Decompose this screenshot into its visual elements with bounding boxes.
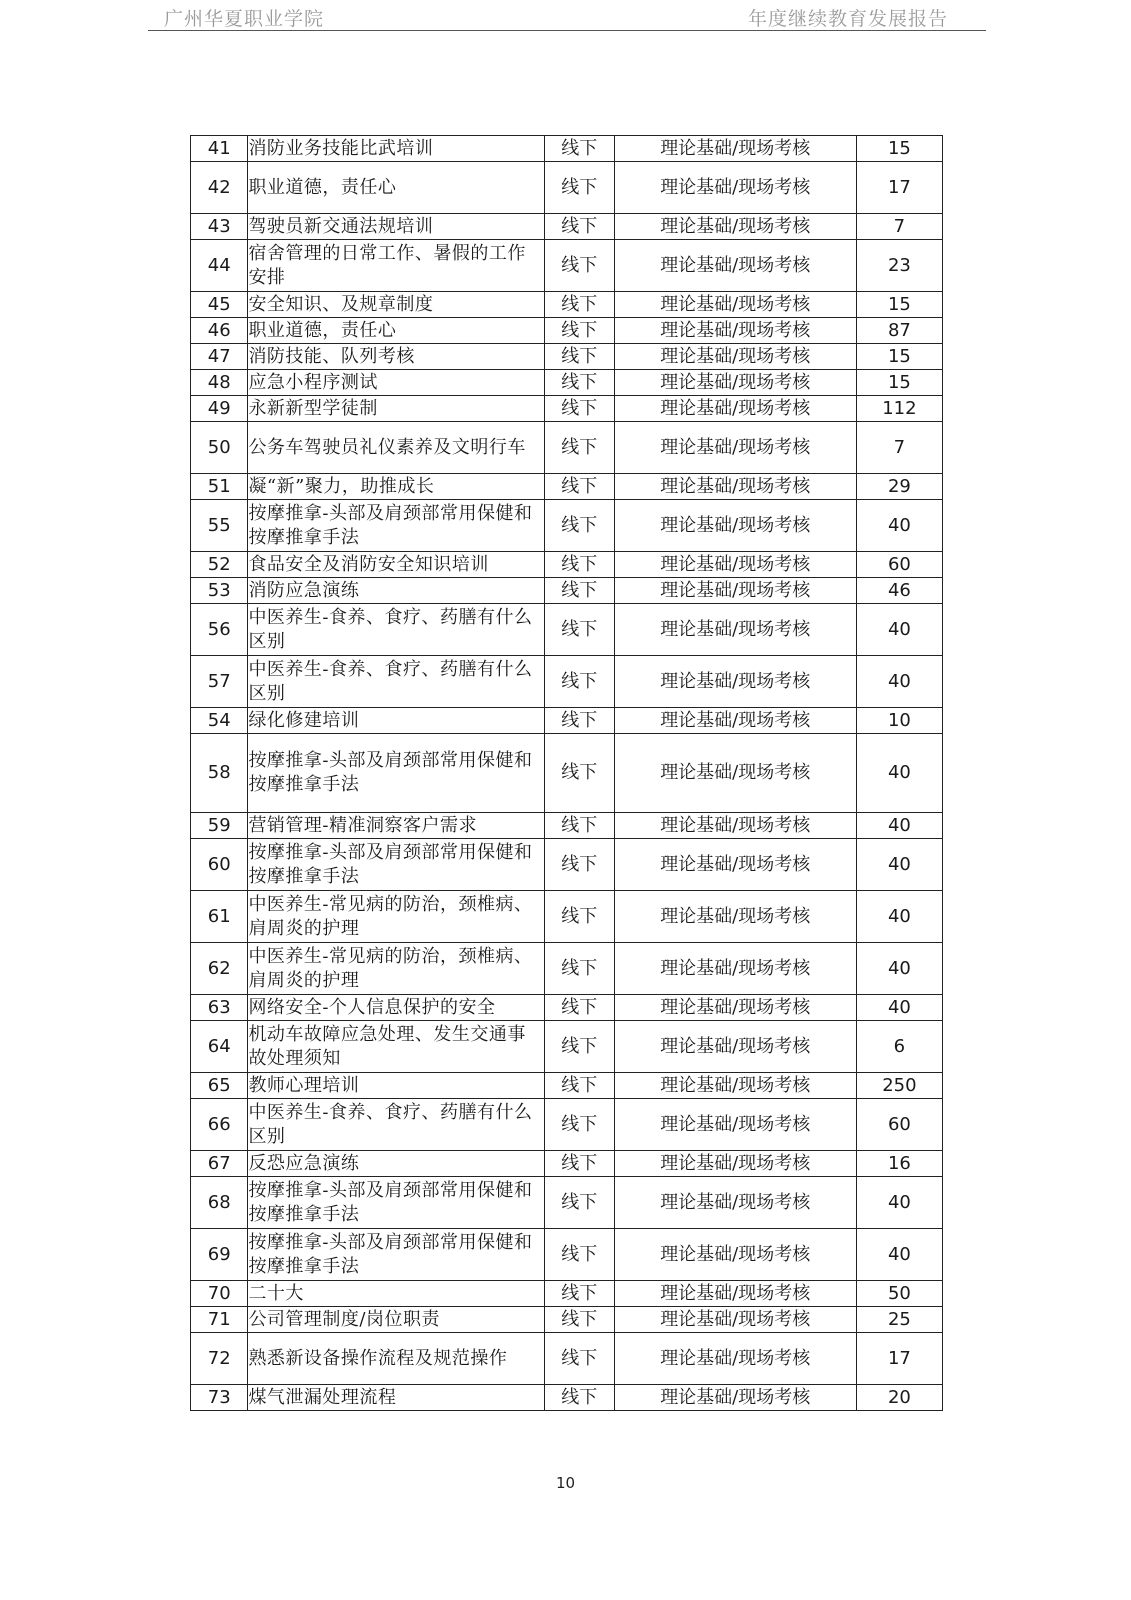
table-row	[191, 1099, 943, 1151]
header-institution: 广州华夏职业学院	[164, 8, 325, 30]
cell-count: 112	[856, 396, 942, 422]
cell-count: 6	[856, 1021, 942, 1073]
cell-count: 15	[856, 370, 942, 396]
cell-mode: 线下	[544, 136, 614, 162]
cell-assessment: 理论基础/现场考核	[614, 1333, 856, 1385]
cell-mode: 线下	[544, 943, 614, 995]
cell-course-name: 中医养生-食养、食疗、药膳有什么区别	[248, 1099, 544, 1151]
cell-number: 45	[191, 292, 248, 318]
cell-course-name: 职业道德，责任心	[248, 162, 544, 214]
cell-course-name: 中医养生-常见病的防治，颈椎病、肩周炎的护理	[248, 943, 544, 995]
cell-mode: 线下	[544, 162, 614, 214]
cell-mode: 线下	[544, 578, 614, 604]
cell-number: 69	[191, 1229, 248, 1281]
cell-mode: 线下	[544, 1333, 614, 1385]
cell-course-name: 教师心理培训	[248, 1073, 544, 1099]
cell-course-name: 消防应急演练	[248, 578, 544, 604]
page-header	[148, 0, 986, 31]
cell-count: 50	[856, 1281, 942, 1307]
cell-number: 48	[191, 370, 248, 396]
cell-mode: 线下	[544, 1385, 614, 1411]
cell-course-name: 绿化修建培训	[248, 708, 544, 734]
cell-course-name: 安全知识、及规章制度	[248, 292, 544, 318]
table-row	[191, 1333, 943, 1385]
table-row	[191, 1229, 943, 1281]
cell-number: 43	[191, 214, 248, 240]
cell-course-name: 网络安全-个人信息保护的安全	[248, 995, 544, 1021]
cell-number: 46	[191, 318, 248, 344]
cell-count: 40	[856, 604, 942, 656]
cell-assessment: 理论基础/现场考核	[614, 1099, 856, 1151]
cell-assessment: 理论基础/现场考核	[614, 318, 856, 344]
cell-course-name: 熟悉新设备操作流程及规范操作	[248, 1333, 544, 1385]
cell-number: 41	[191, 136, 248, 162]
cell-number: 44	[191, 240, 248, 292]
cell-assessment: 理论基础/现场考核	[614, 734, 856, 813]
cell-assessment: 理论基础/现场考核	[614, 396, 856, 422]
table-row	[191, 839, 943, 891]
table-row	[191, 474, 943, 500]
table-row	[191, 136, 943, 162]
cell-assessment: 理论基础/现场考核	[614, 474, 856, 500]
cell-number: 64	[191, 1021, 248, 1073]
cell-count: 16	[856, 1151, 942, 1177]
cell-course-name: 公务车驾驶员礼仪素养及文明行车	[248, 422, 544, 474]
cell-course-name: 中医养生-常见病的防治，颈椎病、肩周炎的护理	[248, 891, 544, 943]
cell-number: 53	[191, 578, 248, 604]
cell-count: 87	[856, 318, 942, 344]
cell-count: 40	[856, 891, 942, 943]
cell-assessment: 理论基础/现场考核	[614, 1281, 856, 1307]
cell-course-name: 凝“新”聚力，助推成长	[248, 474, 544, 500]
cell-mode: 线下	[544, 552, 614, 578]
cell-count: 15	[856, 292, 942, 318]
table-row	[191, 1307, 943, 1333]
cell-number: 61	[191, 891, 248, 943]
cell-mode: 线下	[544, 1099, 614, 1151]
cell-number: 71	[191, 1307, 248, 1333]
cell-course-name: 按摩推拿-头部及肩颈部常用保健和按摩推拿手法	[248, 1177, 544, 1229]
cell-count: 40	[856, 734, 942, 813]
cell-count: 40	[856, 500, 942, 552]
cell-course-name: 驾驶员新交通法规培训	[248, 214, 544, 240]
training-table-body	[191, 136, 943, 1411]
training-table	[190, 135, 943, 1411]
page-number: 10	[555, 1474, 576, 1492]
cell-mode: 线下	[544, 1281, 614, 1307]
cell-number: 59	[191, 813, 248, 839]
cell-mode: 线下	[544, 318, 614, 344]
table-row	[191, 995, 943, 1021]
cell-course-name: 职业道德，责任心	[248, 318, 544, 344]
cell-number: 65	[191, 1073, 248, 1099]
cell-number: 52	[191, 552, 248, 578]
table-row	[191, 500, 943, 552]
cell-count: 17	[856, 162, 942, 214]
cell-assessment: 理论基础/现场考核	[614, 552, 856, 578]
cell-count: 60	[856, 1099, 942, 1151]
cell-number: 70	[191, 1281, 248, 1307]
cell-mode: 线下	[544, 1021, 614, 1073]
cell-number: 62	[191, 943, 248, 995]
cell-number: 56	[191, 604, 248, 656]
cell-count: 250	[856, 1073, 942, 1099]
cell-assessment: 理论基础/现场考核	[614, 1229, 856, 1281]
cell-course-name: 中医养生-食养、食疗、药膳有什么区别	[248, 604, 544, 656]
table-row	[191, 1151, 943, 1177]
cell-number: 55	[191, 500, 248, 552]
cell-number: 60	[191, 839, 248, 891]
cell-assessment: 理论基础/现场考核	[614, 214, 856, 240]
cell-count: 23	[856, 240, 942, 292]
cell-count: 40	[856, 943, 942, 995]
cell-count: 25	[856, 1307, 942, 1333]
table-row	[191, 344, 943, 370]
table-row	[191, 708, 943, 734]
table-row	[191, 240, 943, 292]
table-row	[191, 552, 943, 578]
cell-course-name: 永新新型学徒制	[248, 396, 544, 422]
cell-assessment: 理论基础/现场考核	[614, 891, 856, 943]
cell-count: 20	[856, 1385, 942, 1411]
cell-count: 7	[856, 214, 942, 240]
cell-mode: 线下	[544, 1229, 614, 1281]
cell-assessment: 理论基础/现场考核	[614, 1385, 856, 1411]
cell-assessment: 理论基础/现场考核	[614, 370, 856, 396]
header-report-title: 年度继续教育发展报告	[747, 8, 948, 30]
cell-count: 40	[856, 995, 942, 1021]
table-row	[191, 943, 943, 995]
cell-assessment: 理论基础/现场考核	[614, 422, 856, 474]
table-row	[191, 1177, 943, 1229]
cell-assessment: 理论基础/现场考核	[614, 1021, 856, 1073]
table-row	[191, 604, 943, 656]
cell-assessment: 理论基础/现场考核	[614, 240, 856, 292]
cell-mode: 线下	[544, 891, 614, 943]
cell-count: 40	[856, 656, 942, 708]
cell-number: 73	[191, 1385, 248, 1411]
table-row	[191, 891, 943, 943]
cell-count: 15	[856, 344, 942, 370]
cell-assessment: 理论基础/现场考核	[614, 344, 856, 370]
cell-mode: 线下	[544, 344, 614, 370]
cell-count: 10	[856, 708, 942, 734]
table-row	[191, 370, 943, 396]
table-row	[191, 1073, 943, 1099]
cell-assessment: 理论基础/现场考核	[614, 708, 856, 734]
cell-mode: 线下	[544, 995, 614, 1021]
cell-number: 54	[191, 708, 248, 734]
cell-assessment: 理论基础/现场考核	[614, 943, 856, 995]
cell-course-name: 消防技能、队列考核	[248, 344, 544, 370]
cell-course-name: 营销管理-精准洞察客户需求	[248, 813, 544, 839]
cell-count: 15	[856, 136, 942, 162]
cell-mode: 线下	[544, 1073, 614, 1099]
cell-count: 17	[856, 1333, 942, 1385]
cell-count: 7	[856, 422, 942, 474]
cell-course-name: 公司管理制度/岗位职责	[248, 1307, 544, 1333]
table-row	[191, 813, 943, 839]
cell-mode: 线下	[544, 656, 614, 708]
cell-assessment: 理论基础/现场考核	[614, 162, 856, 214]
table-row	[191, 396, 943, 422]
cell-course-name: 按摩推拿-头部及肩颈部常用保健和按摩推拿手法	[248, 839, 544, 891]
cell-assessment: 理论基础/现场考核	[614, 500, 856, 552]
cell-count: 40	[856, 839, 942, 891]
cell-mode: 线下	[544, 396, 614, 422]
cell-assessment: 理论基础/现场考核	[614, 292, 856, 318]
cell-course-name: 中医养生-食养、食疗、药膳有什么区别	[248, 656, 544, 708]
table-row	[191, 656, 943, 708]
cell-assessment: 理论基础/现场考核	[614, 839, 856, 891]
cell-mode: 线下	[544, 214, 614, 240]
cell-count: 40	[856, 1177, 942, 1229]
cell-mode: 线下	[544, 1177, 614, 1229]
cell-course-name: 反恐应急演练	[248, 1151, 544, 1177]
cell-assessment: 理论基础/现场考核	[614, 136, 856, 162]
cell-number: 50	[191, 422, 248, 474]
cell-course-name: 按摩推拿-头部及肩颈部常用保健和按摩推拿手法	[248, 1229, 544, 1281]
cell-course-name: 二十大	[248, 1281, 544, 1307]
cell-mode: 线下	[544, 708, 614, 734]
cell-number: 72	[191, 1333, 248, 1385]
cell-mode: 线下	[544, 500, 614, 552]
cell-assessment: 理论基础/现场考核	[614, 813, 856, 839]
cell-course-name: 消防业务技能比武培训	[248, 136, 544, 162]
cell-course-name: 应急小程序测试	[248, 370, 544, 396]
cell-assessment: 理论基础/现场考核	[614, 604, 856, 656]
cell-number: 47	[191, 344, 248, 370]
cell-count: 29	[856, 474, 942, 500]
cell-course-name: 宿舍管理的日常工作、暑假的工作安排	[248, 240, 544, 292]
cell-number: 67	[191, 1151, 248, 1177]
cell-number: 66	[191, 1099, 248, 1151]
cell-mode: 线下	[544, 240, 614, 292]
table-row	[191, 422, 943, 474]
table-row	[191, 734, 943, 813]
cell-course-name: 机动车故障应急处理、发生交通事故处理须知	[248, 1021, 544, 1073]
table-row	[191, 1385, 943, 1411]
table-row	[191, 214, 943, 240]
cell-count: 40	[856, 813, 942, 839]
cell-number: 68	[191, 1177, 248, 1229]
cell-assessment: 理论基础/现场考核	[614, 1151, 856, 1177]
cell-number: 49	[191, 396, 248, 422]
table-row	[191, 318, 943, 344]
table-row	[191, 162, 943, 214]
cell-number: 58	[191, 734, 248, 813]
cell-mode: 线下	[544, 604, 614, 656]
cell-mode: 线下	[544, 292, 614, 318]
cell-course-name: 食品安全及消防安全知识培训	[248, 552, 544, 578]
cell-number: 42	[191, 162, 248, 214]
cell-assessment: 理论基础/现场考核	[614, 578, 856, 604]
cell-assessment: 理论基础/现场考核	[614, 656, 856, 708]
cell-mode: 线下	[544, 734, 614, 813]
cell-count: 40	[856, 1229, 942, 1281]
cell-mode: 线下	[544, 839, 614, 891]
cell-mode: 线下	[544, 813, 614, 839]
table-row	[191, 1021, 943, 1073]
cell-mode: 线下	[544, 422, 614, 474]
cell-course-name: 煤气泄漏处理流程	[248, 1385, 544, 1411]
table-row	[191, 1281, 943, 1307]
cell-course-name: 按摩推拿-头部及肩颈部常用保健和按摩推拿手法	[248, 734, 544, 813]
cell-mode: 线下	[544, 1151, 614, 1177]
cell-mode: 线下	[544, 1307, 614, 1333]
cell-mode: 线下	[544, 474, 614, 500]
cell-assessment: 理论基础/现场考核	[614, 1073, 856, 1099]
cell-assessment: 理论基础/现场考核	[614, 1177, 856, 1229]
table-row	[191, 292, 943, 318]
cell-number: 63	[191, 995, 248, 1021]
cell-count: 46	[856, 578, 942, 604]
cell-mode: 线下	[544, 370, 614, 396]
cell-assessment: 理论基础/现场考核	[614, 1307, 856, 1333]
cell-course-name: 按摩推拿-头部及肩颈部常用保健和按摩推拿手法	[248, 500, 544, 552]
cell-number: 51	[191, 474, 248, 500]
cell-assessment: 理论基础/现场考核	[614, 995, 856, 1021]
cell-number: 57	[191, 656, 248, 708]
table-row	[191, 578, 943, 604]
cell-count: 60	[856, 552, 942, 578]
